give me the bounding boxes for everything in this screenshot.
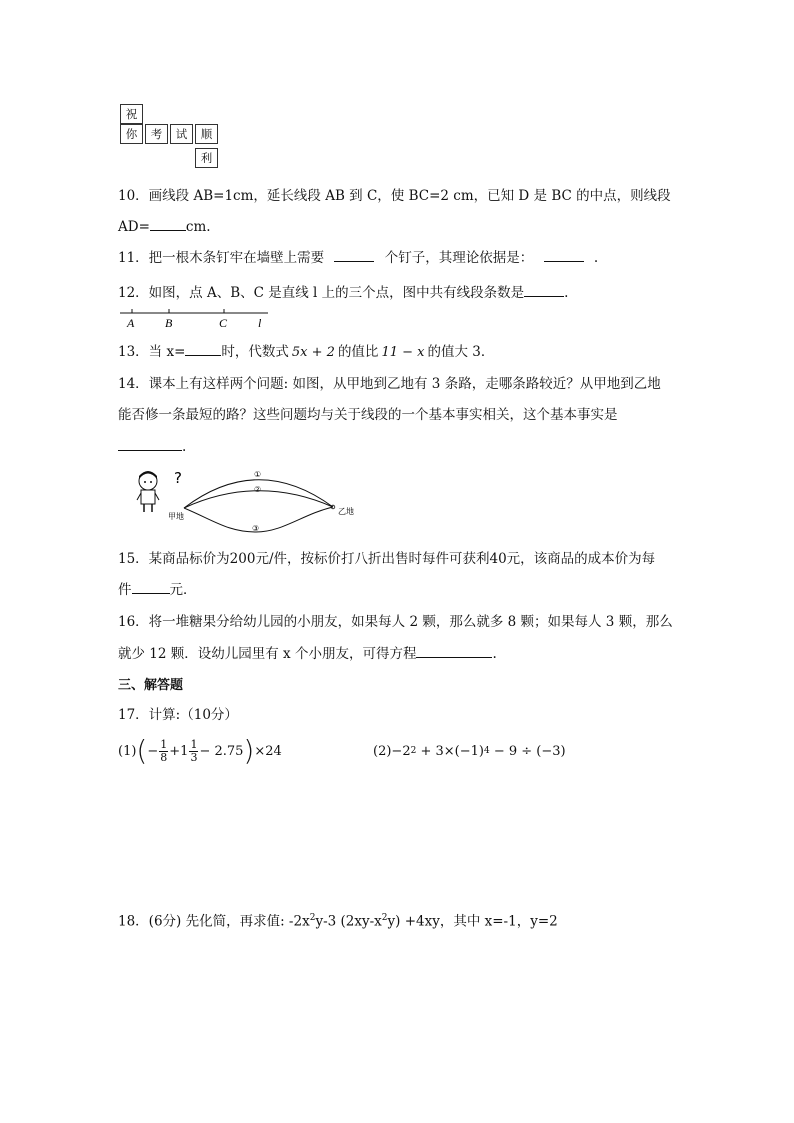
q11-suffix: . bbox=[593, 250, 599, 266]
route-figure bbox=[118, 462, 368, 542]
section-heading: 三、解答题 bbox=[118, 678, 184, 693]
question-15-line1: 15．某商品标价为200元/件，按标价打八折出售时每件可获利40元，该商品的成本价为每 bbox=[118, 551, 656, 567]
question-10-line2 bbox=[118, 216, 211, 237]
q15-suffix: 元． bbox=[169, 582, 197, 598]
q12-text: 12．如图，点 A、B、C 是直线 l 上的三个点，图中共有线段条数是 bbox=[118, 285, 525, 301]
left-paren: ( bbox=[136, 734, 148, 767]
route-3-label: ③ bbox=[252, 524, 260, 533]
question-10-line1: 10．画线段 AB=1cm，延长线段 AB 到 C，使 BC=2 cm，已知 D 是 BC 的中点，则线段 bbox=[118, 188, 671, 204]
q13-text-1: 时，代数式 bbox=[221, 344, 289, 360]
answer-blank bbox=[118, 436, 182, 451]
q11-middle: 个钉子，其理论依据是： bbox=[384, 250, 534, 266]
fraction-one-eighth: $\frac{1}{8}$ bbox=[160, 737, 168, 764]
end-label: 乙地 bbox=[338, 507, 354, 516]
minus-2-75: − 2.75 bbox=[199, 743, 244, 759]
child-icon bbox=[137, 471, 159, 512]
point-c-label: C bbox=[219, 316, 228, 330]
q13-suffix: 的值大 3． bbox=[427, 344, 495, 360]
question-mark: ? bbox=[174, 469, 182, 487]
question-16-line2 bbox=[118, 643, 497, 664]
part-1-label: (1) bbox=[118, 743, 137, 759]
question-17-part2 bbox=[373, 734, 566, 768]
q18-text-a: 18．(6分) 先化简，再求值: -2x bbox=[118, 913, 310, 930]
q16-text: 就少 12 颗．设幼儿园里有 x 个小朋友，可得方程 bbox=[118, 646, 417, 662]
net-cell-2: 考 bbox=[145, 124, 168, 144]
net-cell-bottom: 利 bbox=[195, 148, 218, 168]
q10-suffix: cm. bbox=[185, 219, 211, 235]
line-figure bbox=[118, 304, 278, 330]
net-cell-top: 祝 bbox=[120, 104, 143, 124]
q12-suffix: . bbox=[564, 285, 569, 301]
question-17-title: 17．计算:（10分） bbox=[118, 707, 238, 723]
right-paren: ) bbox=[243, 734, 255, 767]
exponent-4: 4 bbox=[483, 746, 490, 756]
route-1-label: ① bbox=[254, 470, 262, 479]
question-11 bbox=[118, 247, 598, 268]
question-15-line2 bbox=[118, 579, 197, 600]
question-12 bbox=[118, 282, 568, 303]
answer-blank bbox=[544, 247, 584, 262]
q11-prefix: 11．把一根木条钉牢在墙壁上需要 bbox=[118, 250, 325, 266]
question-14-line2: 能否修一条最短的路？这些问题均与关于线段的一个基本事实相关，这个基本事实是 bbox=[118, 407, 618, 423]
q18-text-b: y-3 (2xy-x bbox=[315, 913, 382, 930]
q13-text-2: 的值比 bbox=[337, 344, 379, 360]
question-13 bbox=[118, 341, 494, 363]
net-cell-1: 你 bbox=[120, 124, 143, 144]
answer-blank bbox=[185, 341, 221, 356]
exponent-2: 2 bbox=[410, 746, 417, 756]
question-14-line1: 14．课本上有这样两个问题: 如图，从甲地到乙地有 3 条路，走哪条路较近？从甲地到乙地 bbox=[118, 376, 661, 392]
q15-prefix: 件 bbox=[118, 582, 132, 598]
q13-prefix: 13．当 x= bbox=[118, 344, 186, 360]
plus-one: +1 bbox=[169, 743, 189, 759]
answer-blank bbox=[524, 282, 564, 297]
question-14-line3 bbox=[118, 436, 186, 457]
expression-5x-plus-2: 5x + 2 bbox=[291, 345, 335, 360]
answer-blank bbox=[132, 579, 170, 594]
q10-prefix: AD= bbox=[118, 219, 150, 235]
term-9-div-neg3: − 9 ÷ (−3) bbox=[489, 743, 566, 759]
q18-exponent-b: 2 bbox=[381, 913, 388, 923]
net-cell-3: 试 bbox=[170, 124, 193, 144]
route-2-label: ② bbox=[254, 485, 262, 494]
start-label: 甲地 bbox=[168, 512, 184, 521]
point-b-label: B bbox=[165, 316, 173, 330]
question-16-line1: 16．将一堆糖果分给幼儿园的小朋友，如果每人 2 颗，那么就多 8 颗；如果每人 3 颗，那么 bbox=[118, 614, 673, 630]
term-3-times-neg1: + 3×(−1) bbox=[416, 743, 484, 759]
part-2-label: (2) bbox=[373, 743, 392, 759]
question-17-part1 bbox=[118, 734, 282, 768]
q18-exponent-a: 2 bbox=[309, 913, 316, 923]
minus-sign: − bbox=[147, 743, 159, 759]
answer-blank bbox=[334, 247, 374, 262]
q14-suffix: . bbox=[182, 439, 187, 455]
q18-text-c: y) +4xy，其中 x=-1，y=2 bbox=[387, 913, 558, 930]
expression-11-minus-x: 11 − x bbox=[381, 345, 425, 360]
times-24: ×24 bbox=[254, 743, 282, 759]
answer-blank bbox=[416, 643, 492, 658]
question-18 bbox=[118, 908, 558, 932]
line-l-label: l bbox=[258, 316, 262, 330]
answer-blank bbox=[150, 216, 186, 231]
point-a-label: A bbox=[127, 316, 135, 330]
fraction-one-third: $\frac{1}{3}$ bbox=[190, 737, 198, 764]
q16-suffix: . bbox=[492, 646, 497, 662]
net-cell-4: 顺 bbox=[195, 124, 218, 144]
term-minus-2: −2 bbox=[391, 743, 411, 759]
